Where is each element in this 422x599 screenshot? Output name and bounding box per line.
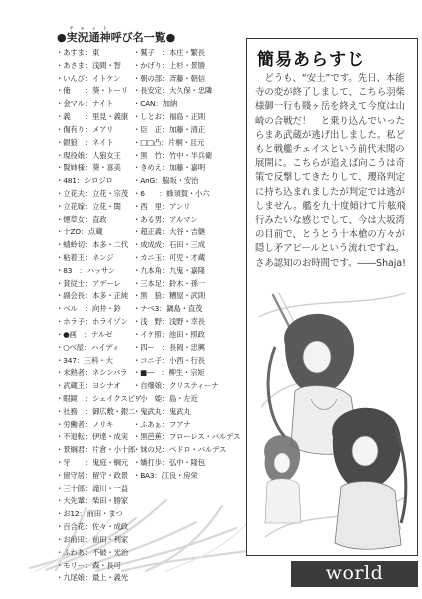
figure-side: [264, 435, 301, 523]
list-item: ・百合花：佐々・成政: [56, 522, 128, 532]
character-illustration: [255, 287, 411, 551]
figure-lower: [332, 408, 406, 550]
list-item: ・労働者：ノリキ: [56, 419, 114, 429]
chat-handle-list-title: [57, 26, 175, 45]
title-ruby: [66, 26, 111, 44]
list-item: ・景綱君：片倉・小十郎: [56, 445, 136, 455]
list-item: ・鷲子 ：本庄・繁長: [133, 48, 205, 57]
list-item: ・西 里：アンリ: [133, 201, 191, 211]
list-item: ・黒 竹：竹中・半兵衛: [133, 150, 213, 160]
list-item: ・しとお：福島・正則: [133, 112, 205, 122]
list-item: ・朝の部：斉藤・朝信: [133, 73, 205, 83]
list-item: ・○べ屋：ハイディ: [56, 342, 120, 352]
list-item: ・ベル ：向井・鈴: [56, 304, 121, 314]
list-item: ・牙 ：鬼庭・綱元: [56, 458, 128, 467]
list-item: ・ふあぁ：フアナ: [133, 419, 191, 429]
list-item: ・不退転：伊達・成実: [56, 432, 128, 442]
handle-list-left: [56, 47, 142, 585]
title-prefix: ●: [57, 31, 67, 44]
list-item: ・粘着王：ネンジ: [56, 253, 114, 262]
list-item: ・浅 野：浅野・幸長: [133, 317, 205, 327]
list-item: ・俺 ：葵・トーリ: [56, 86, 128, 96]
list-item: ・お前田：前田・利家: [56, 534, 128, 544]
list-item: ・カニ玉：可児・才蔵: [133, 253, 205, 262]
list-item: ・社務 ：御広敷・銀二: [56, 406, 136, 416]
list-item: ・成成成：石田・三成: [133, 240, 205, 250]
list-item: ・臣 正：加藤・清正: [133, 124, 205, 134]
list-item: ・黒 狼：糟屋・武則: [133, 291, 205, 301]
handle-list-right: [133, 47, 244, 483]
list-item: ・義 ：里見・義康: [56, 112, 128, 122]
list-item: ・ナベ3：鍋島・直茂: [133, 304, 203, 314]
list-item: ・煙草女：直政: [56, 214, 107, 224]
synopsis-body: どうも、“安土”です。先日、本能寺の変が終了しまして、こちら羽柴様御一行も賤ヶ岳を終えて今度は山崎の合戦だ！ と乗り込んでいったらまあ武蔵が逃げ出しました。私どもと戦艦チェイスという前代未聞の展開に。こちらが追えば向こうは奇策で反撃してきたりして、瓔珞判定に持ち込まれましたが判定では逃がしません。艦を九十度傾けて片舷飛行みたいな感じでして、今は大坂湾の目前で、とうとう十本槍の方々が隠し矛アピールという流れですね。さあ認知のお時間です。――Shaja!: [255, 73, 406, 269]
list-item: ・いんび：イトケン: [56, 73, 121, 83]
list-item: ・眼鏡 ：シェイクスピア: [56, 393, 142, 403]
list-item: ・三本足：鈴木・孫一: [133, 278, 205, 288]
title-ruby-reading: チャット: [66, 26, 111, 32]
synopsis-box: [246, 38, 418, 556]
list-item: ・妹の兄：ペドロ・バルデス: [133, 445, 227, 455]
list-item: ・ふわあ：不破・光治: [56, 547, 128, 557]
list-item: ・お12：前田・まつ: [56, 509, 123, 519]
list-item: ・あさま：浅間・智: [56, 60, 121, 70]
list-item: ・かげり：上杉・景勝: [133, 60, 205, 70]
list-item: ・AnG：脇坂・安治: [133, 176, 199, 186]
list-item: ・BA3：江良・房栄: [133, 470, 198, 480]
list-item: ・立花嫁：立花・誾: [56, 201, 121, 211]
list-item: ・大先輩：柴田・勝家: [56, 496, 128, 506]
list-item: ・■― ：柳生・宗矩: [133, 368, 205, 378]
list-item: ・武蔵王：ヨシナオ: [56, 381, 121, 391]
list-item: ・6 ：蜂須賀・小六: [133, 188, 210, 198]
list-item: ・九尾娘：最上・義光: [56, 573, 128, 583]
list-item: ・四ー ：長岡・忠興: [133, 342, 205, 352]
list-item: ・嬌打歩：弘中・隆包: [133, 458, 205, 467]
list-item: ・モリー：森・長可: [56, 560, 121, 570]
list-item: ・傷有り：メアリ: [56, 124, 114, 134]
list-item: ・副会長：本多・正純: [56, 291, 128, 301]
list-item: ・ホラ子：ホライゾン: [56, 317, 128, 327]
list-item: ・蜻蛉切：本多・二代: [56, 240, 128, 250]
title-ruby-base: 実況通神: [66, 31, 111, 44]
list-item: ・□□凸：片桐・且元: [133, 137, 205, 147]
list-item: ・超正義：大谷・吉継: [133, 227, 205, 237]
list-item: ・現役娘：人狼女王: [56, 150, 121, 160]
list-item: ・イケ照：池田・照政: [133, 329, 205, 339]
list-item: ・481：シロジロ: [56, 176, 113, 186]
list-item: ・立花夫：立花・宗茂: [56, 188, 128, 198]
list-item: ・83 ：ハッサン: [56, 265, 115, 275]
list-item: ・留守居：留守・政景: [56, 470, 128, 480]
list-item: ・347：三科・大: [56, 355, 113, 365]
list-item: ・●画 ：ナルゼ: [56, 329, 113, 339]
list-item: ・きめえ：加藤・嘉明: [133, 163, 205, 173]
section-label-world: world: [291, 561, 418, 587]
list-item: ・長安定：大久保・忠隣: [133, 86, 213, 96]
list-item: ・金マル：ナイト: [56, 99, 114, 109]
list-item: ・未熟者：ネシンバラ: [56, 368, 128, 378]
list-item: ・自爆娘：クリスティーナ: [133, 381, 219, 391]
synopsis-title: 簡易あらすじ: [257, 50, 365, 70]
list-item: ・黒芭蕉：フローレス・バルデス: [133, 432, 241, 442]
list-item: ・銀狼 ：ネイト: [56, 137, 114, 147]
list-item: ・貧従士：アデーレ: [56, 278, 121, 288]
title-suffix: 呼び名一覧●: [110, 31, 176, 44]
list-item: ・あすま：東: [56, 48, 100, 57]
list-item: ・CAN：加納: [133, 99, 177, 109]
list-item: ・三十郎：滝川・一益: [56, 483, 128, 493]
list-item: ・小 姫：島・左近: [133, 393, 198, 403]
list-item: ・鬼武丸：鬼武丸: [133, 406, 191, 416]
list-item: ・コニ子：小西・行長: [133, 355, 205, 365]
list-item: ・賢姉様：葵・喜美: [56, 163, 121, 173]
list-item: ・九本角：九鬼・嘉隆: [133, 265, 205, 275]
list-item: ・ある男：アルマン: [133, 214, 198, 224]
list-item: ・十ZO：点蔵: [56, 227, 103, 237]
